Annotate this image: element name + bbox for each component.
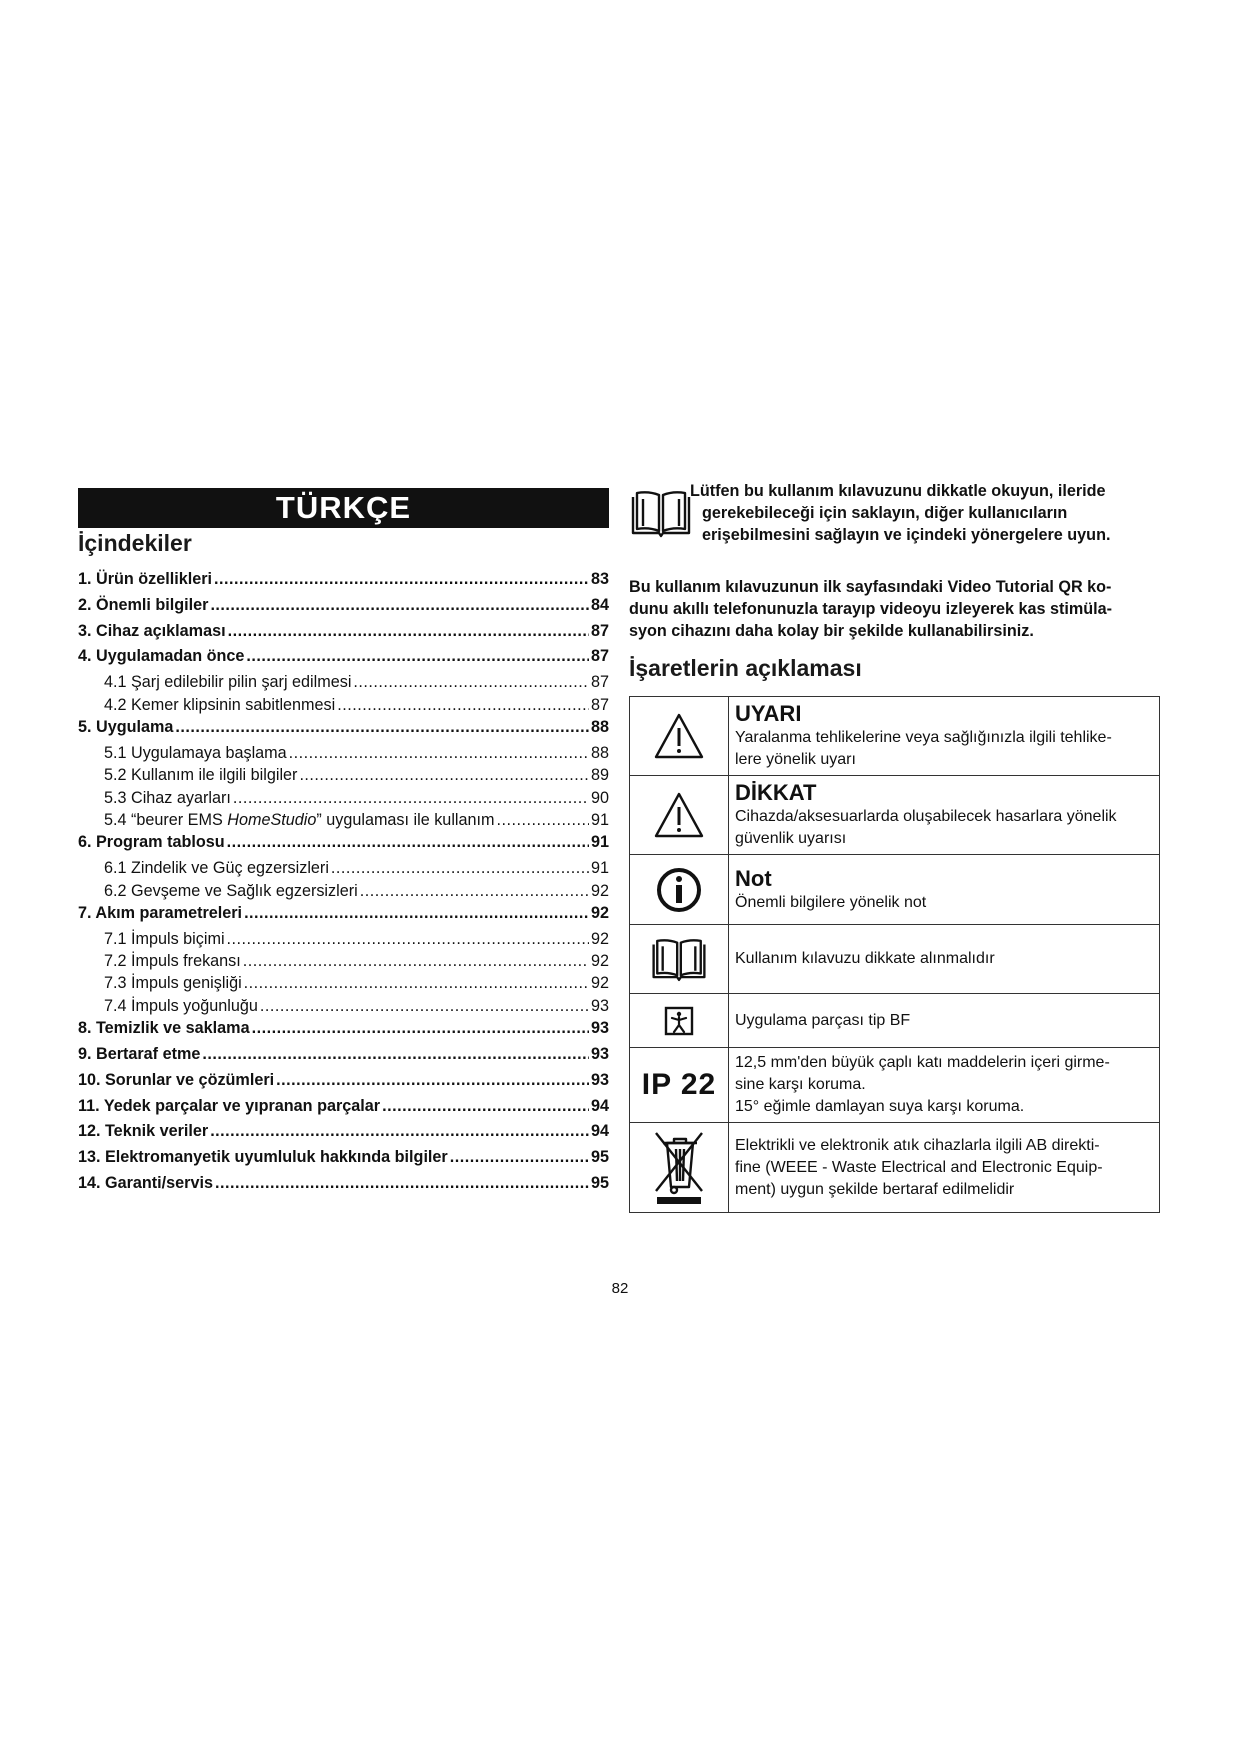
symbol-desc-line: ment) uygun şekilde bertaraf edilmelidir bbox=[735, 1180, 1015, 1198]
toc-entry-title: 5.3 Cihaz ayarları bbox=[104, 788, 231, 807]
toc-entry[interactable] bbox=[78, 1097, 609, 1123]
toc-leader-dots bbox=[450, 1148, 589, 1167]
symbol-description-cell bbox=[729, 994, 1160, 1048]
toc-entry-title: 6.2 Gevşeme ve Sağlık egzersizleri bbox=[104, 881, 358, 900]
intro-line: erişebilmesini sağlayın ve içindeki yönergelere uyun. bbox=[702, 526, 1111, 544]
toc-entry-page: 91 bbox=[590, 859, 609, 878]
toc-entry-page: 88 bbox=[590, 717, 609, 736]
toc-title-suffix: ” uygulaması ile kullanım bbox=[316, 810, 495, 829]
toc-entry-page: 91 bbox=[590, 833, 609, 852]
symbol-row bbox=[630, 1048, 1160, 1123]
page-number: 82 bbox=[611, 1280, 629, 1297]
symbol-desc-line: fine (WEEE - Waste Electrical and Electronic Equip- bbox=[735, 1158, 1103, 1176]
toc-leader-dots bbox=[299, 766, 589, 785]
toc-entry-title: 4. Uygulamadan önce bbox=[78, 647, 245, 666]
symbol-description-cell bbox=[729, 925, 1160, 994]
language-header: TÜRKÇE bbox=[78, 488, 609, 528]
toc-entry-page: 95 bbox=[590, 1174, 609, 1193]
intro-notice bbox=[690, 480, 1160, 546]
toc-entry-page: 93 bbox=[590, 1019, 609, 1038]
toc-leader-dots bbox=[353, 673, 589, 692]
toc-entry[interactable] bbox=[78, 596, 609, 622]
toc-leader-dots bbox=[228, 622, 589, 641]
toc-subentry[interactable] bbox=[78, 744, 609, 766]
toc-entry-page: 93 bbox=[590, 1070, 609, 1089]
symbol-desc-line: Elektrikli ve elektronik atık cihazlarla ilgili AB direkti- bbox=[735, 1136, 1100, 1154]
toc-entry-title: 1. Ürün özellikleri bbox=[78, 570, 213, 588]
symbol-desc-line: Cihazda/aksesuarlarda oluşabilecek hasarlara yönelik bbox=[735, 808, 1117, 825]
symbol-description-cell bbox=[729, 697, 1160, 776]
toc-subentry[interactable] bbox=[78, 997, 609, 1019]
toc-entry-title: 6. Program tablosu bbox=[78, 833, 225, 852]
toc-leader-dots bbox=[244, 974, 589, 993]
symbol-desc-line: 12,5 mm'den büyük çaplı katı maddelerin içeri girme- bbox=[735, 1054, 1110, 1071]
toc-entry-page: 90 bbox=[590, 788, 609, 807]
symbol-desc bbox=[735, 806, 1153, 850]
toc-entry-page: 89 bbox=[590, 766, 609, 785]
toc-leader-dots bbox=[382, 1097, 589, 1116]
toc-entry-page: 87 bbox=[590, 621, 609, 640]
symbol-description-cell bbox=[729, 1123, 1160, 1213]
toc-leader-dots bbox=[244, 904, 589, 923]
weee-bin-icon bbox=[630, 1123, 729, 1213]
toc-entry-title: 3. Cihaz açıklaması bbox=[78, 621, 226, 640]
qr-note-line: syon cihazını daha kolay bir şekilde kullanabilirsiniz. bbox=[629, 622, 1034, 640]
toc-leader-dots bbox=[331, 859, 589, 878]
symbol-desc-line: güvenlik uyarısı bbox=[735, 830, 847, 847]
toc-subentry[interactable] bbox=[78, 673, 609, 695]
toc-entry[interactable] bbox=[78, 718, 609, 744]
toc-leader-dots bbox=[252, 1019, 589, 1038]
toc-leader-dots bbox=[210, 1122, 589, 1141]
toc-entry-page: 84 bbox=[590, 595, 609, 614]
toc-entry-title bbox=[104, 811, 495, 830]
symbol-description-cell bbox=[729, 776, 1160, 855]
toc-entry-page: 87 bbox=[590, 673, 609, 692]
symbol-row bbox=[630, 697, 1160, 776]
ip-rating-label: IP 22 bbox=[641, 1068, 717, 1101]
symbol-desc-line: Yaralanma tehlikelerine veya sağlığınızla ilgili tehlike- bbox=[735, 729, 1112, 746]
symbol-desc-line: Önemli bilgilere yönelik not bbox=[735, 893, 927, 911]
toc-title-prefix: 5.4 “beurer EMS bbox=[104, 810, 228, 829]
manual-book-icon bbox=[630, 925, 729, 994]
toc-leader-dots bbox=[233, 789, 589, 808]
symbol-desc-line: Uygulama parçası tip BF bbox=[735, 1011, 911, 1029]
toc-entry-page: 93 bbox=[590, 1045, 609, 1064]
toc-entry-page: 87 bbox=[590, 647, 609, 666]
symbol-desc-line: sine karşı koruma. bbox=[735, 1076, 866, 1093]
symbol-row bbox=[630, 776, 1160, 855]
toc-leader-dots bbox=[175, 718, 589, 737]
table-of-contents bbox=[78, 570, 609, 1200]
symbols-table bbox=[629, 696, 1160, 1213]
toc-subentry[interactable] bbox=[78, 974, 609, 996]
toc-subentry[interactable] bbox=[78, 859, 609, 881]
toc-entry-title: 7.4 İmpuls yoğunluğu bbox=[104, 996, 258, 1015]
toc-subentry[interactable] bbox=[78, 766, 609, 788]
toc-entry-page: 94 bbox=[590, 1122, 609, 1141]
toc-entry-page: 88 bbox=[590, 743, 609, 762]
toc-subentry[interactable] bbox=[78, 789, 609, 811]
toc-entry[interactable] bbox=[78, 904, 609, 930]
toc-entry-page: 93 bbox=[590, 996, 609, 1015]
toc-entry-title: 7.1 İmpuls biçimi bbox=[104, 929, 225, 948]
symbol-row bbox=[630, 1123, 1160, 1213]
toc-entry[interactable] bbox=[78, 1045, 609, 1071]
toc-entry-page: 92 bbox=[590, 974, 609, 993]
intro-line: gerekebileceği için saklayın, diğer kullanıcıların bbox=[702, 504, 1068, 522]
toc-entry-page: 94 bbox=[590, 1096, 609, 1115]
toc-entry-page: 92 bbox=[590, 903, 609, 922]
toc-leader-dots bbox=[246, 647, 589, 666]
toc-entry-page: 92 bbox=[590, 929, 609, 948]
toc-leader-dots bbox=[227, 930, 589, 949]
toc-heading: İçindekiler bbox=[78, 530, 192, 556]
toc-entry[interactable] bbox=[78, 833, 609, 859]
toc-entry-title: 7. Akım parametreleri bbox=[78, 903, 243, 922]
symbol-description-cell bbox=[729, 855, 1160, 925]
toc-entry-page: 83 bbox=[590, 570, 609, 588]
toc-entry[interactable] bbox=[78, 1174, 609, 1200]
symbol-desc bbox=[735, 948, 1153, 970]
symbol-desc-line: 15° eğimle damlayan suya karşı koruma. bbox=[735, 1098, 1025, 1115]
toc-entry-title: 13. Elektromanyetik uyumluluk hakkında bilgiler bbox=[78, 1148, 448, 1167]
symbol-desc bbox=[735, 1135, 1153, 1201]
toc-entry[interactable] bbox=[78, 1122, 609, 1148]
toc-entry[interactable] bbox=[78, 1019, 609, 1045]
symbol-desc bbox=[735, 1010, 1153, 1032]
qr-note-line: Bu kullanım kılavuzunun ilk sayfasındaki Video Tutorial QR ko- bbox=[629, 578, 1112, 596]
toc-entry-page: 91 bbox=[590, 810, 609, 829]
toc-leader-dots bbox=[260, 997, 589, 1016]
symbol-description-cell bbox=[729, 1048, 1160, 1123]
toc-entry-title: 8. Temizlik ve saklama bbox=[78, 1019, 250, 1038]
toc-entry-title: 7.3 İmpuls genişliği bbox=[104, 974, 242, 993]
toc-leader-dots bbox=[210, 596, 589, 615]
symbol-row bbox=[630, 994, 1160, 1048]
symbol-row bbox=[630, 855, 1160, 925]
toc-title-app-name: HomeStudio bbox=[227, 810, 317, 829]
toc-entry-title: 5.2 Kullanım ile ilgili bilgiler bbox=[104, 766, 298, 785]
toc-entry-page: 95 bbox=[590, 1148, 609, 1167]
warning-triangle-icon bbox=[630, 697, 729, 776]
toc-leader-dots bbox=[289, 744, 589, 763]
toc-entry-title: 11. Yedek parçalar ve yıpranan parçalar bbox=[78, 1096, 381, 1115]
symbol-title: Not bbox=[735, 865, 772, 891]
toc-leader-dots bbox=[360, 882, 589, 901]
symbols-heading: İşaretlerin açıklaması bbox=[629, 655, 862, 681]
toc-entry[interactable] bbox=[78, 647, 609, 673]
intro-line: Lütfen bu kullanım kılavuzunu dikkatle okuyun, ileride bbox=[690, 482, 1106, 500]
type-bf-icon bbox=[630, 994, 729, 1048]
toc-entry[interactable] bbox=[78, 622, 609, 648]
toc-entry-title: 5. Uygulama bbox=[78, 717, 174, 736]
toc-entry[interactable] bbox=[78, 1148, 609, 1174]
toc-subentry[interactable] bbox=[78, 930, 609, 952]
toc-leader-dots bbox=[214, 570, 589, 589]
ip-rating-icon bbox=[630, 1048, 729, 1123]
toc-entry-page: 92 bbox=[590, 952, 609, 971]
toc-entry[interactable] bbox=[78, 570, 609, 596]
toc-entry-title: 10. Sorunlar ve çözümleri bbox=[78, 1070, 275, 1089]
toc-entry-title: 12. Teknik veriler bbox=[78, 1122, 209, 1141]
symbol-desc-line: Kullanım kılavuzu dikkate alınmalıdır bbox=[735, 950, 995, 967]
toc-entry-page: 92 bbox=[590, 881, 609, 900]
symbol-desc bbox=[735, 727, 1153, 771]
symbol-desc-line: lere yönelik uyarı bbox=[735, 751, 856, 768]
toc-entry-title: 4.1 Şarj edilebilir pilin şarj edilmesi bbox=[104, 673, 352, 692]
toc-leader-dots bbox=[202, 1045, 589, 1064]
symbol-desc bbox=[735, 892, 1153, 914]
toc-leader-dots bbox=[227, 833, 589, 852]
toc-subentry[interactable] bbox=[78, 811, 609, 833]
toc-entry-title: 2. Önemli bilgiler bbox=[78, 595, 209, 614]
manual-book-icon bbox=[629, 487, 693, 539]
toc-subentry[interactable] bbox=[78, 952, 609, 974]
toc-entry-title: 5.1 Uygulamaya başlama bbox=[104, 743, 287, 762]
toc-entry-page: 87 bbox=[590, 695, 609, 714]
toc-subentry[interactable] bbox=[78, 696, 609, 718]
qr-note bbox=[629, 576, 1159, 642]
symbol-desc bbox=[735, 1052, 1153, 1118]
toc-entry-title: 4.2 Kemer klipsinin sabitlenmesi bbox=[104, 695, 336, 714]
toc-entry-title: 7.2 İmpuls frekansı bbox=[104, 952, 241, 971]
toc-entry[interactable] bbox=[78, 1071, 609, 1097]
symbol-title: DİKKAT bbox=[735, 780, 817, 805]
toc-leader-dots bbox=[276, 1071, 589, 1090]
toc-entry-title: 9. Bertaraf etme bbox=[78, 1045, 201, 1064]
toc-entry-title: 14. Garanti/servis bbox=[78, 1174, 213, 1193]
toc-subentry[interactable] bbox=[78, 882, 609, 904]
toc-leader-dots bbox=[215, 1174, 589, 1193]
info-icon bbox=[630, 855, 729, 925]
toc-entry-title: 6.1 Zindelik ve Güç egzersizleri bbox=[104, 859, 329, 878]
toc-leader-dots bbox=[337, 696, 589, 715]
qr-note-line: dunu akıllı telefonunuzla tarayıp videoyu izleyerek kas stimüla- bbox=[629, 600, 1113, 618]
symbol-title: UYARI bbox=[735, 701, 802, 726]
toc-leader-dots bbox=[243, 952, 589, 971]
toc-leader-dots bbox=[497, 811, 589, 830]
symbol-row bbox=[630, 925, 1160, 994]
caution-triangle-icon bbox=[630, 776, 729, 855]
